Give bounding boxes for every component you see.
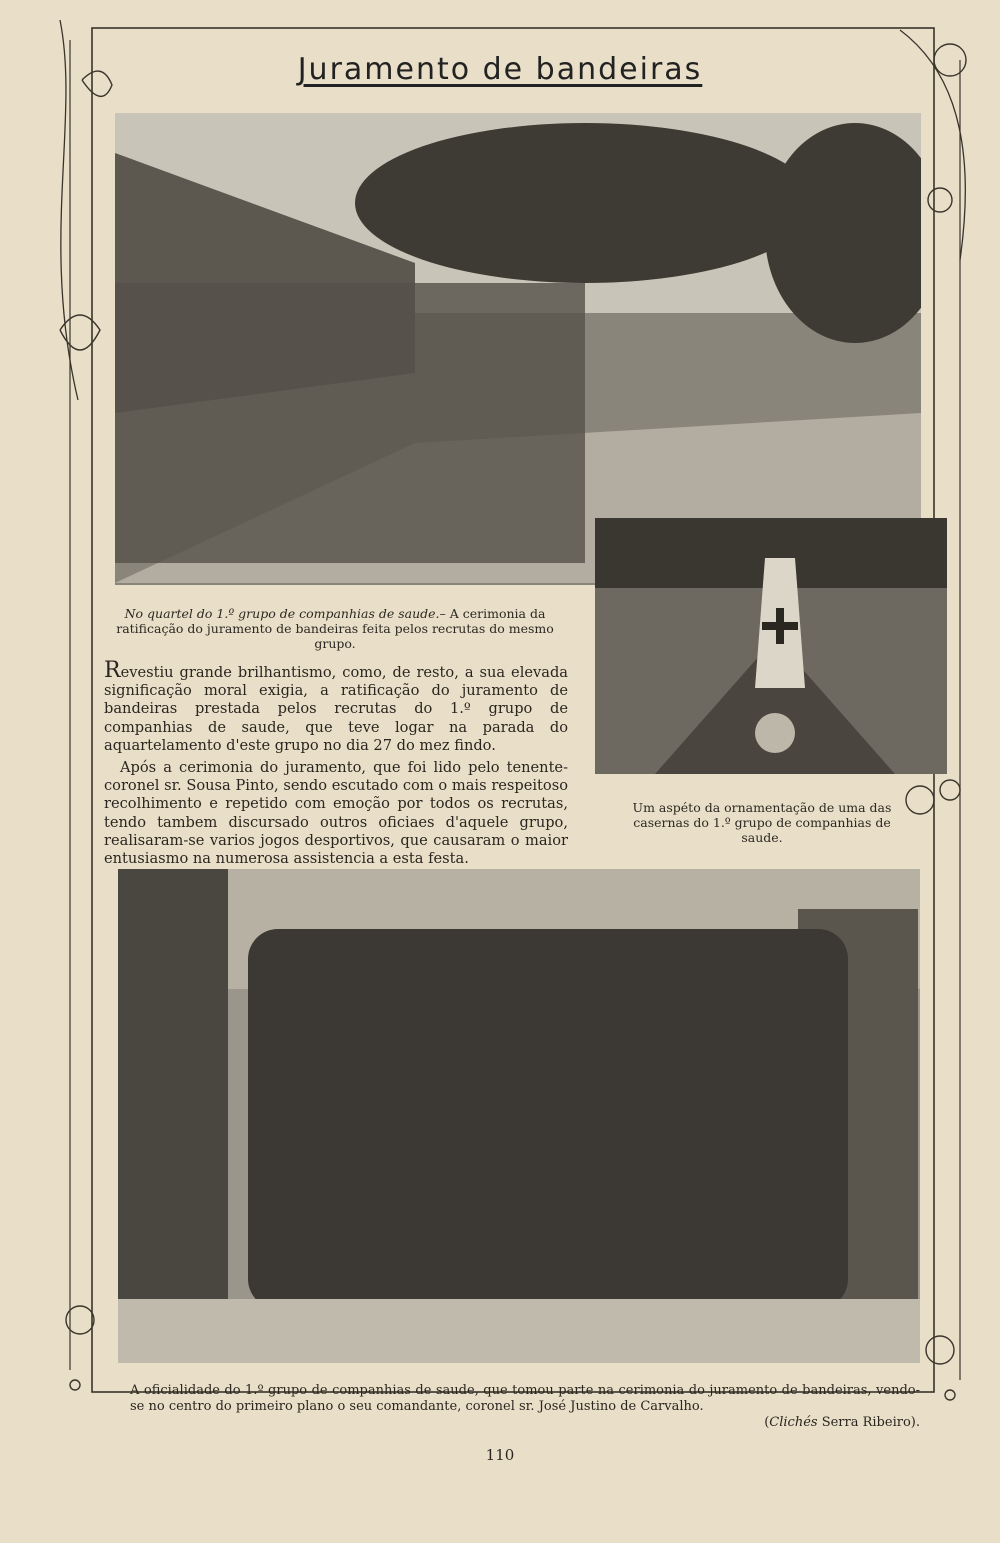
page-title: Juramento de bandeiras [297, 52, 703, 87]
caption-top-rest: – A cerimonia da ratificação do juramento de bandeiras feita pelos recrutas do mesmo grupo. [116, 606, 554, 651]
photo-parade-icon [115, 113, 921, 585]
article-body [104, 658, 568, 872]
photo-credit-name: Serra Ribeiro [821, 1415, 911, 1430]
page-number: 110 [485, 1446, 515, 1464]
photo-group-officers [118, 869, 920, 1363]
caption-bottom [130, 1383, 920, 1431]
article-paragraph-1 [104, 658, 568, 755]
photo-group-officers-icon [118, 869, 920, 1363]
caption-top [104, 606, 566, 651]
photo-flag-decoration-icon [595, 518, 947, 774]
caption-bottom-text: A oficialidade do 1.º grupo de companhias de saude, que tomou parte na cerimonia do juramento de bandeiras, vendo-se no centro do primeiro plano o seu comandante, coronel sr. José Justino de Carvalho. [130, 1383, 920, 1414]
drop-cap: R [104, 658, 121, 683]
photo-credit: (Clichés Serra Ribeiro). [764, 1415, 920, 1430]
article-paragraph-1-text: evestiu grande brilhantismo, como, de resto, a sua elevada significação moral exigia, a ratificação do juramento de bandeiras prestada pelos recrutas do 1.º grupo de companhias de saude, que teve logar na parada do aquartelamento d'este grupo no dia 27 do mez findo. [104, 664, 568, 754]
caption-middle: Um aspéto da ornamentação de uma das casernas do 1.º grupo de companhias de saude. [632, 800, 892, 845]
article-paragraph-2: Após a cerimonia do juramento, que foi lido pelo tenente-coronel sr. Sousa Pinto, sendo escutado com o mais respeitoso recolhimento e repetido com emoção por todos os recrutas, tendo tambem discursado outros oficiaes d'aquele grupo, realisaram-se varios jogos desportivos, que causaram o maior entusiasmo na numerosa assistencia a esta festa. [104, 759, 568, 868]
photo-parade [115, 113, 921, 585]
photo-credit-italic: Clichés [769, 1415, 818, 1430]
photo-flag-decoration [595, 518, 947, 774]
caption-top-italic: No quartel do 1.º grupo de companhias de saude. [124, 606, 440, 621]
